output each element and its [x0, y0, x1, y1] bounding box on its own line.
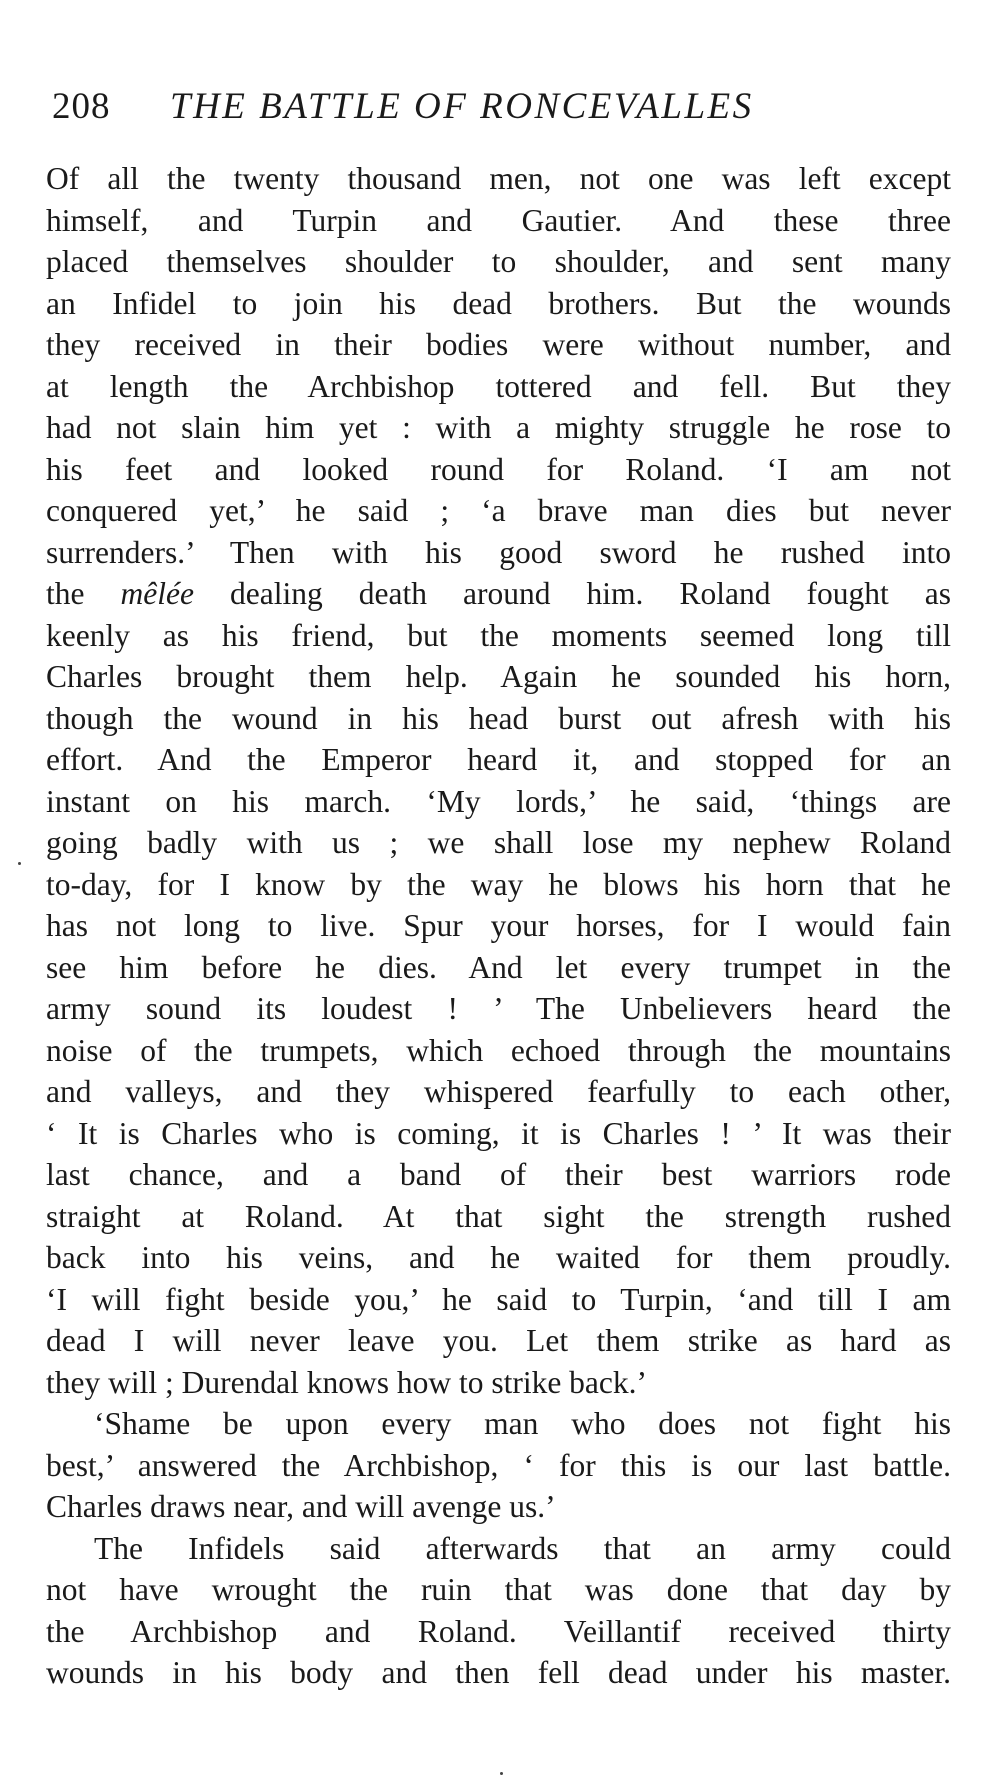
text-line: placed themselves shoulder to shoulder, and sent many — [46, 244, 951, 279]
text-line: effort. And the Emperor heard it, and stopped for an — [46, 742, 951, 777]
text-line: himself, and Turpin and Gautier. And these three — [46, 202, 951, 238]
body-text — [46, 158, 951, 1694]
text-line: keenly as his friend, but the moments seemed long till — [46, 617, 951, 653]
page-number: 208 — [52, 86, 111, 127]
paper-speck — [500, 1772, 503, 1775]
text-line: noise of the trumpets, which echoed through the mountains — [46, 1032, 951, 1068]
text-line-with-italic — [46, 573, 951, 615]
text-line: the Archbishop and Roland. Veillantif received thirty — [46, 1613, 951, 1649]
text-line: straight at Roland. At that sight the strength rushed — [46, 1198, 951, 1234]
text-line: had not slain him yet : with a mighty struggle he rose to — [46, 410, 951, 445]
text-line: see him before he dies. And let every trumpet in the — [46, 949, 951, 985]
text-line: best,’ answered the Archbishop, ‘ for this is our last battle. — [46, 1447, 951, 1483]
italic-word: mêlée — [120, 576, 194, 611]
text-line: ‘I will fight beside you,’ he said to Turpin, ‘and till I am — [46, 1281, 951, 1317]
text-line: instant on his march. ‘My lords,’ he said, ‘things are — [46, 783, 951, 819]
text-line: dead I will never leave you. Let them strike as hard as — [46, 1323, 951, 1358]
text-line: to-day, for I know by the way he blows his horn that he — [46, 866, 951, 902]
text-line: has not long to live. Spur your horses, for I would fain — [46, 908, 951, 943]
text-line: at length the Archbishop tottered and fell. But they — [46, 368, 951, 404]
text-line-paragraph-start: The Infidels said afterwards that an army could — [94, 1530, 951, 1566]
text-line-paragraph-end: Charles draws near, and will avenge us.’ — [46, 1489, 556, 1524]
text-segment: dealing death around him. Roland fought as — [193, 576, 951, 611]
text-line: army sound its loudest ! ’ The Unbelievers heard the — [46, 991, 951, 1026]
text-line: conquered yet,’ he said ; ‘a brave man dies but never — [46, 493, 951, 528]
text-line: wounds in his body and then fell dead under his master. — [46, 1655, 951, 1690]
paper-speck — [18, 862, 21, 865]
text-line: back into his veins, and he waited for them proudly. — [46, 1240, 951, 1275]
text-line: Charles brought them help. Again he sounded his horn, — [46, 659, 951, 694]
text-line: not have wrought the ruin that was done that day by — [46, 1572, 951, 1607]
text-segment: the — [46, 576, 121, 611]
text-line: his feet and looked round for Roland. ‘I am not — [46, 451, 951, 487]
running-title: THE BATTLE OF RONCEVALLES — [170, 86, 754, 127]
text-line: they received in their bodies were without number, and — [46, 327, 951, 362]
text-line: going badly with us ; we shall lose my nephew Roland — [46, 825, 951, 860]
text-line: though the wound in his head burst out afresh with his — [46, 700, 951, 736]
text-line: surrenders.’ Then with his good sword he rushed into — [46, 534, 951, 570]
text-line: last chance, and a band of their best warriors rode — [46, 1157, 951, 1192]
text-line-paragraph-start: ‘Shame be upon every man who does not fight his — [94, 1406, 951, 1441]
text-line-paragraph-end: they will ; Durendal knows how to strike back.’ — [46, 1364, 648, 1400]
running-head — [52, 82, 952, 132]
text-line: an Infidel to join his dead brothers. But the wounds — [46, 285, 951, 321]
text-line: and valleys, and they whispered fearfully to each other, — [46, 1074, 951, 1109]
text-line: Of all the twenty thousand men, not one was left except — [46, 161, 951, 196]
text-line: ‘ It is Charles who is coming, it is Charles ! ’ It was their — [46, 1115, 951, 1151]
